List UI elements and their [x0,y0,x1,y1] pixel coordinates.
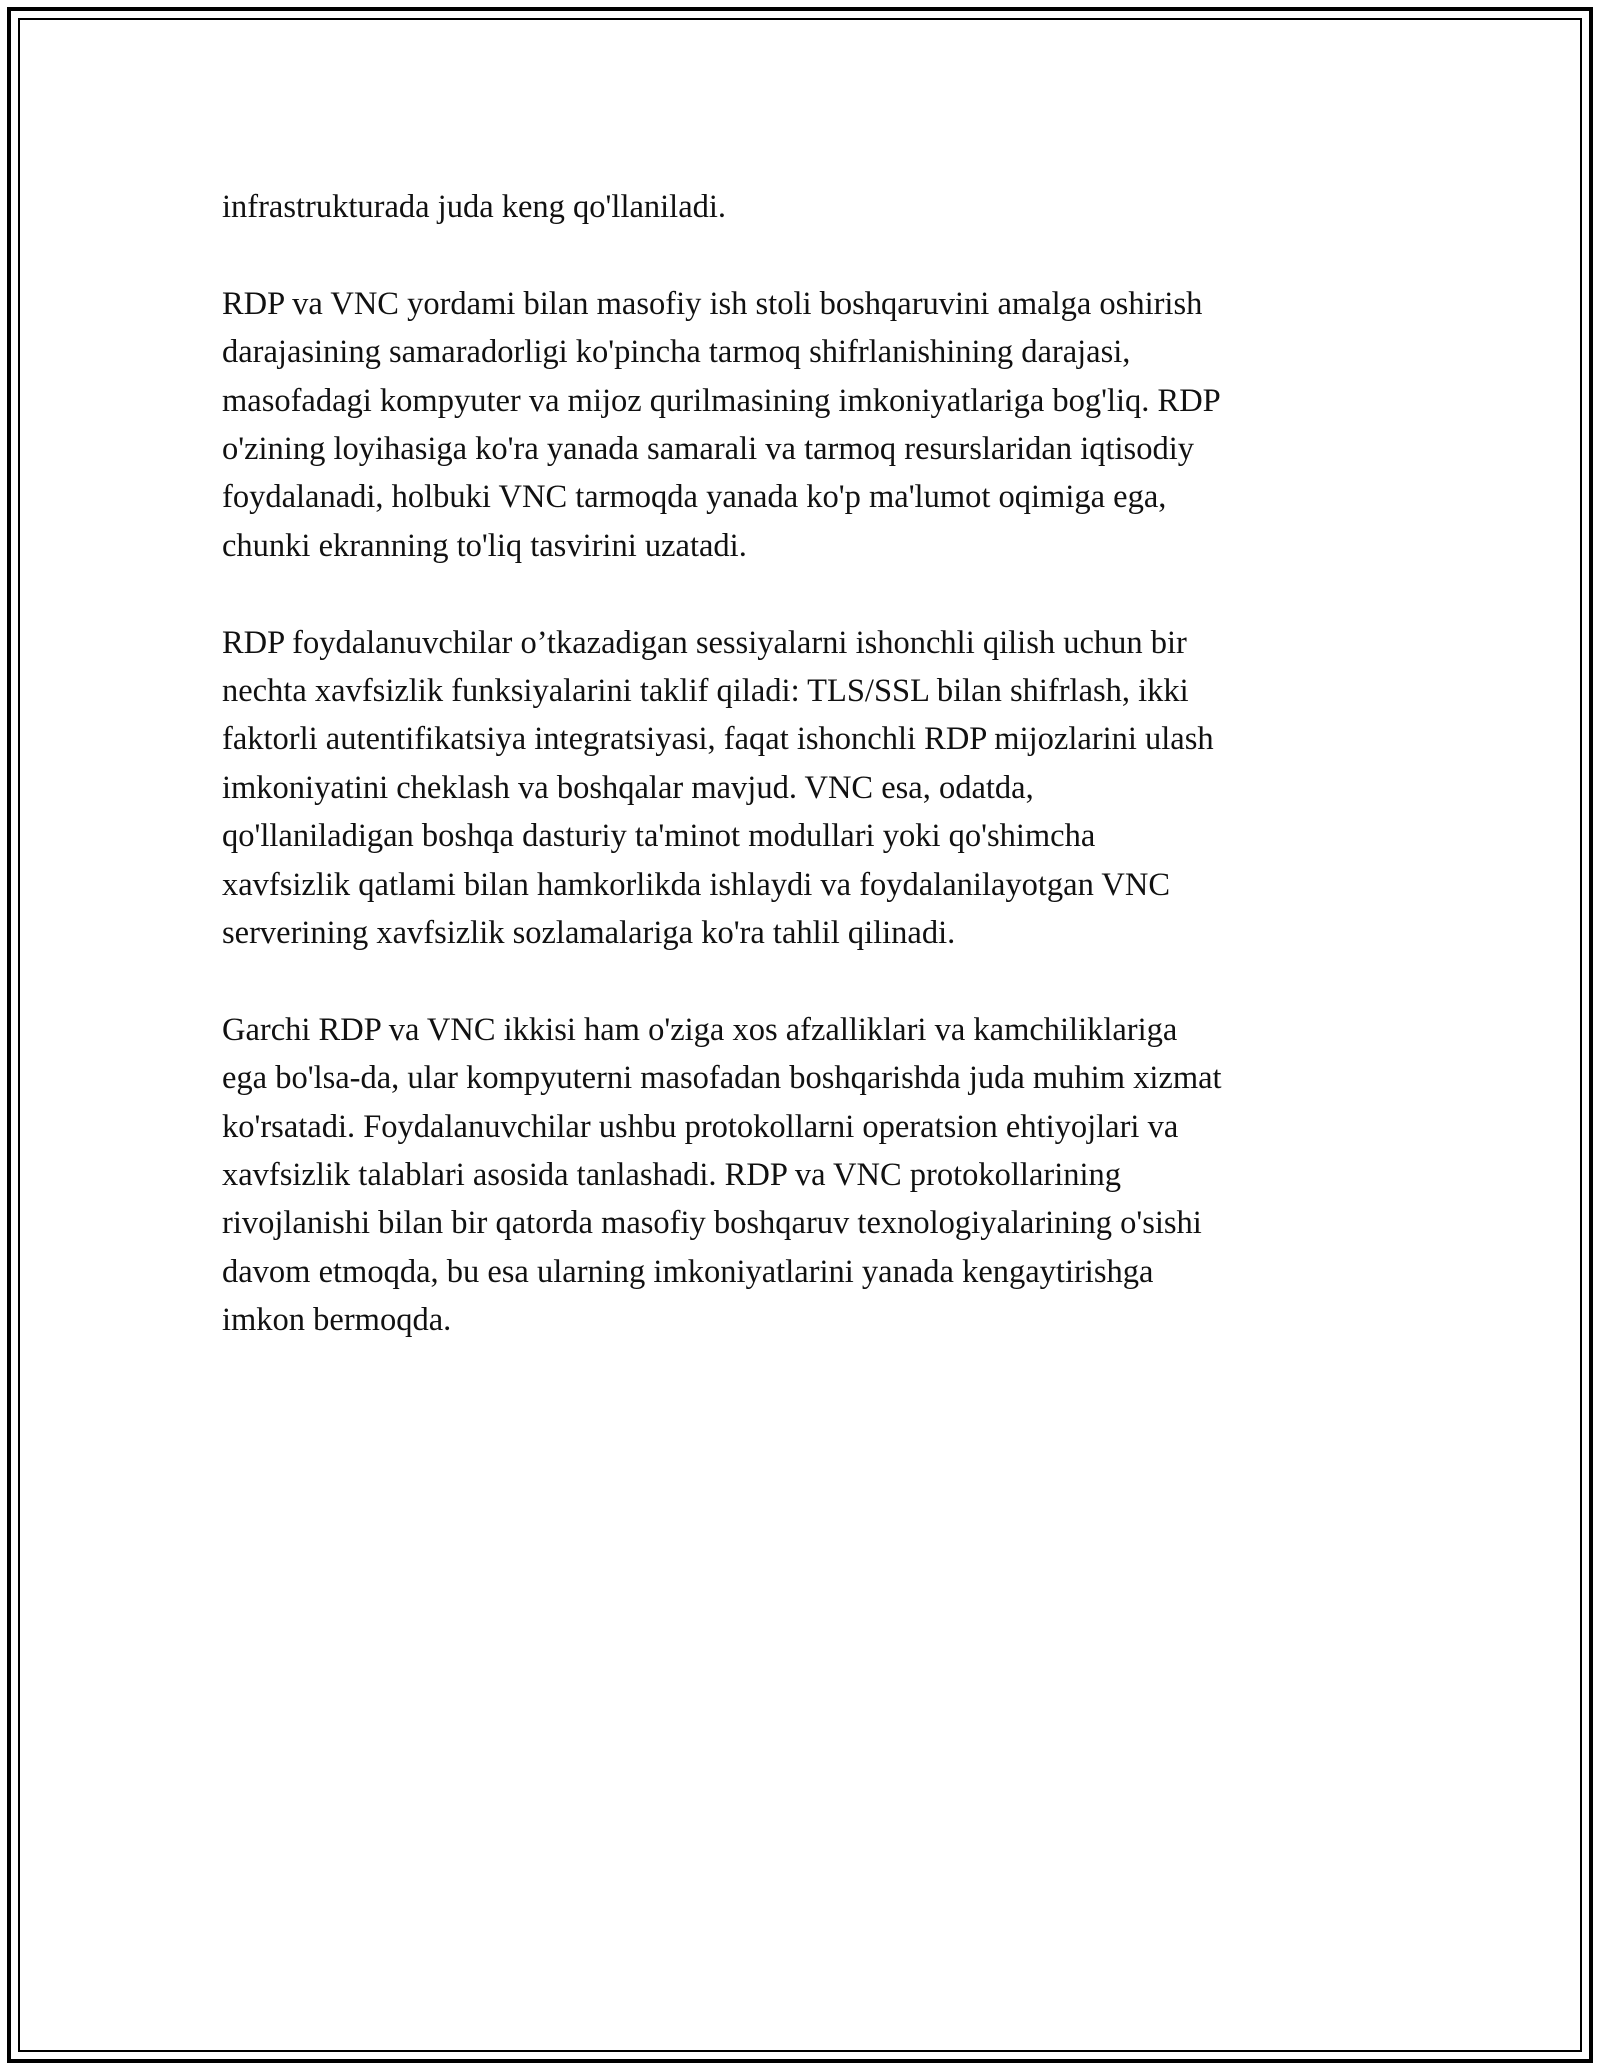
paragraph-continuation: infrastrukturada juda keng qo'llaniladi. [222,189,727,225]
paragraph-security: RDP foydalanuvchilar o’tkazadigan sessiyalarni ishonchli qilish uchun bir nechta xavfsizlik funksiyalarini taklif qiladi: TLS/SSL bilan shifrlash, ikki faktorli autentifikatsiya integratsiyasi, faqat ishonchli RDP mijozlarini ulash imkoniyatini cheklash va boshqalar mavjud. VNC esa, odatda, qo'llaniladigan boshqa dasturiy ta'minot modullari yoki qo'shimcha xavfsizlik qatlami bilan hamkorlikda ishlaydi va foydalanilayotgan VNC serverining xavfsizlik sozlamalariga ko'ra tahlil qilinadi. [222,624,1214,952]
paragraph-performance: RDP va VNC yordami bilan masofiy ish stoli boshqaruvini amalga oshirish darajasining samaradorligi ko'pincha tarmoq shifrlanishining darajasi, masofadagi kompyuter va mijoz qurilmasining imkoniyatlariga bog'liq. RDP o'zining loyihasiga ko'ra yanada samarali va tarmoq resurslaridan iqtisodiy foydalanadi, holbuki VNC tarmoqda yanada ko'p ma'lumot oqimiga ega, chunki ekranning to'liq tasvirini uzatadi. [222,285,1221,564]
paragraph-conclusion: Garchi RDP va VNC ikkisi ham o'ziga xos afzalliklari va kamchiliklariga ega bo'lsa-da, ular kompyuterni masofadan boshqarishda juda muhim xizmat ko'rsatadi. Foydalanuvchilar ushbu protokollarni operatsion ehtiyojlari va xavfsizlik talablari asosida tanlashadi. RDP va VNC protokollarining rivojlanishi bilan bir qatorda masofiy boshqaruv texnologiyalarining o'sishi davom etmoqda, bu esa ularning imkoniyatlarini yanada kengaytirishga imkon bermoqda. [222,1011,1222,1339]
document-body [222,183,1362,1393]
